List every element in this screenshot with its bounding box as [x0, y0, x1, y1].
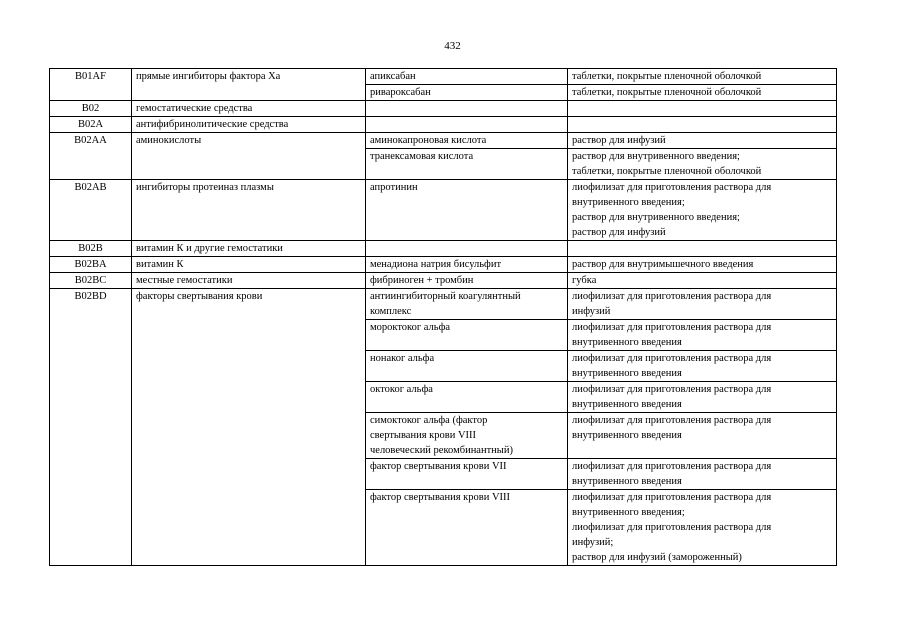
dosage-form-line: раствор для инфузий (замороженный): [572, 552, 742, 563]
table-row: [50, 180, 837, 241]
group-name-cell: местные гемостатики: [132, 273, 366, 289]
drug-name-line: ривароксабан: [370, 87, 431, 98]
table-row: [50, 257, 837, 273]
atc-code-cell: B01AF: [50, 69, 132, 101]
drug-name-cell: [366, 149, 568, 180]
dosage-form-line: лиофилизат для приготовления раствора для: [572, 322, 772, 333]
dosage-form-line: лиофилизат для приготовления раствора для: [572, 182, 772, 193]
group-name-cell: ингибиторы протеиназ плазмы: [132, 180, 366, 241]
drug-name-cell: [366, 241, 568, 257]
dosage-form-line: раствор для внутримышечного введения: [572, 259, 754, 270]
drug-name-cell: [366, 117, 568, 133]
drug-name-cell: [366, 273, 568, 289]
drug-name-line: фактор свертывания крови VII: [370, 461, 507, 472]
drug-name-cell: [366, 257, 568, 273]
drug-name-line: фактор свертывания крови VIII: [370, 492, 511, 503]
drug-name-line: нонаког альфа: [370, 353, 435, 364]
group-name-cell: витамин К: [132, 257, 366, 273]
dosage-form-cell: [568, 133, 837, 149]
group-name-cell: факторы свертывания крови: [132, 289, 366, 566]
drug-name-cell: [366, 382, 568, 413]
drug-name-cell: [366, 133, 568, 149]
dosage-form-cell: [568, 149, 837, 180]
drug-name-cell: [366, 351, 568, 382]
page-number: 432: [444, 40, 461, 52]
dosage-form-line: лиофилизат для приготовления раствора для: [572, 415, 772, 426]
group-name-cell: гемостатические средства: [132, 101, 366, 117]
dosage-form-line: внутривенного введения: [572, 430, 682, 441]
dosage-form-line: раствор для внутривенного введения;: [572, 212, 740, 223]
drug-name-cell: [366, 289, 568, 320]
drug-name-cell: [366, 101, 568, 117]
table-row: [50, 69, 837, 85]
dosage-form-cell: [568, 117, 837, 133]
drug-name-line: фибриноген + тромбин: [370, 275, 474, 286]
drug-name-line: апротинин: [370, 182, 418, 193]
dosage-form-line: раствор для инфузий: [572, 135, 666, 146]
dosage-form-line: внутривенного введения;: [572, 507, 685, 518]
dosage-form-line: лиофилизат для приготовления раствора для: [572, 461, 772, 472]
dosage-form-line: таблетки, покрытые пленочной оболочкой: [572, 71, 762, 82]
dosage-form-line: инфузий;: [572, 537, 614, 548]
drug-name-line: апиксабан: [370, 71, 416, 82]
dosage-form-line: лиофилизат для приготовления раствора для: [572, 384, 772, 395]
dosage-form-line: лиофилизат для приготовления раствора для: [572, 291, 772, 302]
drug-name-cell: [366, 69, 568, 85]
drug-table: [49, 68, 837, 566]
dosage-form-cell: [568, 85, 837, 101]
dosage-form-line: внутривенного введения: [572, 399, 682, 410]
drug-name-line: мороктоког альфа: [370, 322, 451, 333]
table-row: [50, 117, 837, 133]
dosage-form-cell: [568, 273, 837, 289]
dosage-form-line: внутривенного введения;: [572, 197, 685, 208]
atc-code-cell: B02B: [50, 241, 132, 257]
dosage-form-line: лиофилизат для приготовления раствора для: [572, 522, 772, 533]
dosage-form-cell: [568, 351, 837, 382]
atc-code-cell: B02: [50, 101, 132, 117]
table-row: [50, 133, 837, 149]
dosage-form-cell: [568, 382, 837, 413]
dosage-form-line: раствор для инфузий: [572, 227, 666, 238]
atc-code-cell: B02BD: [50, 289, 132, 566]
drug-name-cell: [366, 180, 568, 241]
dosage-form-line: таблетки, покрытые пленочной оболочкой: [572, 87, 762, 98]
drug-name-line: октоког альфа: [370, 384, 433, 395]
dosage-form-cell: [568, 257, 837, 273]
dosage-form-line: лиофилизат для приготовления раствора для: [572, 492, 772, 503]
drug-name-line: менадиона натрия бисульфит: [370, 259, 502, 270]
drug-name-line: аминокапроновая кислота: [370, 135, 487, 146]
dosage-form-line: таблетки, покрытые пленочной оболочкой: [572, 166, 762, 177]
drug-name-line: человеческий рекомбинантный): [370, 445, 513, 456]
drug-name-cell: [366, 320, 568, 351]
dosage-form-line: лиофилизат для приготовления раствора для: [572, 353, 772, 364]
dosage-form-cell: [568, 101, 837, 117]
table-row: [50, 241, 837, 257]
drug-name-cell: [366, 490, 568, 566]
dosage-form-cell: [568, 459, 837, 490]
group-name-cell: витамин К и другие гемостатики: [132, 241, 366, 257]
dosage-form-cell: [568, 320, 837, 351]
drug-name-cell: [366, 413, 568, 459]
atc-code-cell: B02AB: [50, 180, 132, 241]
dosage-form-line: раствор для внутривенного введения;: [572, 151, 740, 162]
group-name-cell: антифибринолитические средства: [132, 117, 366, 133]
group-name-cell: аминокислоты: [132, 133, 366, 180]
drug-name-line: свертывания крови VIII: [370, 430, 477, 441]
atc-code-cell: B02A: [50, 117, 132, 133]
atc-code-cell: B02AA: [50, 133, 132, 180]
dosage-form-line: внутривенного введения: [572, 337, 682, 348]
dosage-form-line: внутривенного введения: [572, 368, 682, 379]
dosage-form-cell: [568, 413, 837, 459]
dosage-form-cell: [568, 241, 837, 257]
drug-name-line: транексамовая кислота: [370, 151, 474, 162]
drug-name-line: симоктоког альфа (фактор: [370, 415, 488, 426]
table-row: [50, 101, 837, 117]
atc-code-cell: B02BA: [50, 257, 132, 273]
drug-name-line: комплекс: [370, 306, 412, 317]
drug-name-cell: [366, 85, 568, 101]
dosage-form-line: инфузий: [572, 306, 611, 317]
group-name-cell: прямые ингибиторы фактора Xa: [132, 69, 366, 101]
dosage-form-cell: [568, 490, 837, 566]
dosage-form-cell: [568, 180, 837, 241]
drug-name-cell: [366, 459, 568, 490]
drug-name-line: антиингибиторный коагулянтный: [370, 291, 521, 302]
atc-code-cell: B02BC: [50, 273, 132, 289]
dosage-form-line: губка: [572, 275, 597, 286]
table-row: [50, 289, 837, 320]
dosage-form-cell: [568, 69, 837, 85]
dosage-form-line: внутривенного введения: [572, 476, 682, 487]
table-row: [50, 273, 837, 289]
dosage-form-cell: [568, 289, 837, 320]
